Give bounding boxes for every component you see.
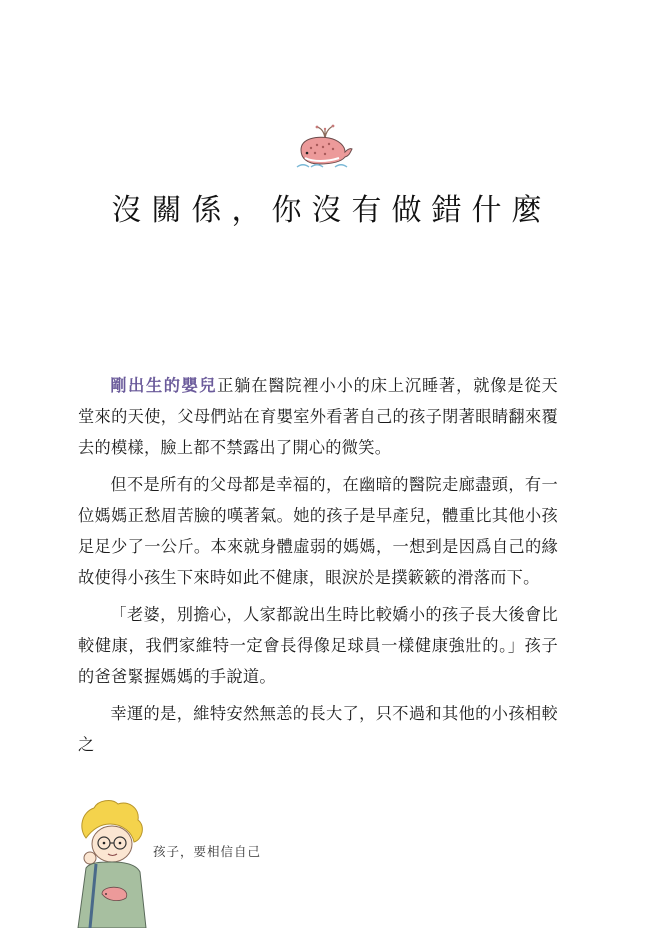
boy-illustration [72, 798, 152, 928]
paragraph-4: 幸運的是，維特安然無恙的長大了，只不過和其他的小孩相較之 [78, 704, 558, 754]
body-text [78, 370, 558, 766]
paragraph-text: 正躺在醫院裡小小的床上沉睡著，就像是從天堂來的天使，父母們站在育嬰室外看著自己的孩子閉著眼睛翻來覆去的模樣，臉上都不禁露出了開心的微笑。 [78, 376, 559, 457]
whale-illustration [295, 120, 353, 170]
chapter-title: 沒關係，你沒有做錯什麼 [111, 193, 552, 228]
illustration-caption: 孩子，要相信自己 [153, 844, 262, 859]
paragraph-lead: 剛出生的嬰兒 [110, 376, 218, 395]
paragraph-2: 但不是所有的父母都是幸福的，在幽暗的醫院走廊盡頭，有一位媽媽正愁眉苦臉的嘆著氣。她的孩子是早產兒，體重比其他小孩足足少了一公斤。本來就身體虛弱的媽媽，一想到是因爲自己的緣故使得小孩生下來時如此不健康，眼淚於是撲簌簌的滑落而下。 [78, 475, 558, 587]
paragraph-3: 「老婆，別擔心，人家都說出生時比較嬌小的孩子長大後會比較健康，我們家維特一定會長得像足球員一樣健康強壯的。」孩子的爸爸緊握媽媽的手說道。 [78, 605, 558, 686]
paragraph-1 [78, 370, 558, 463]
